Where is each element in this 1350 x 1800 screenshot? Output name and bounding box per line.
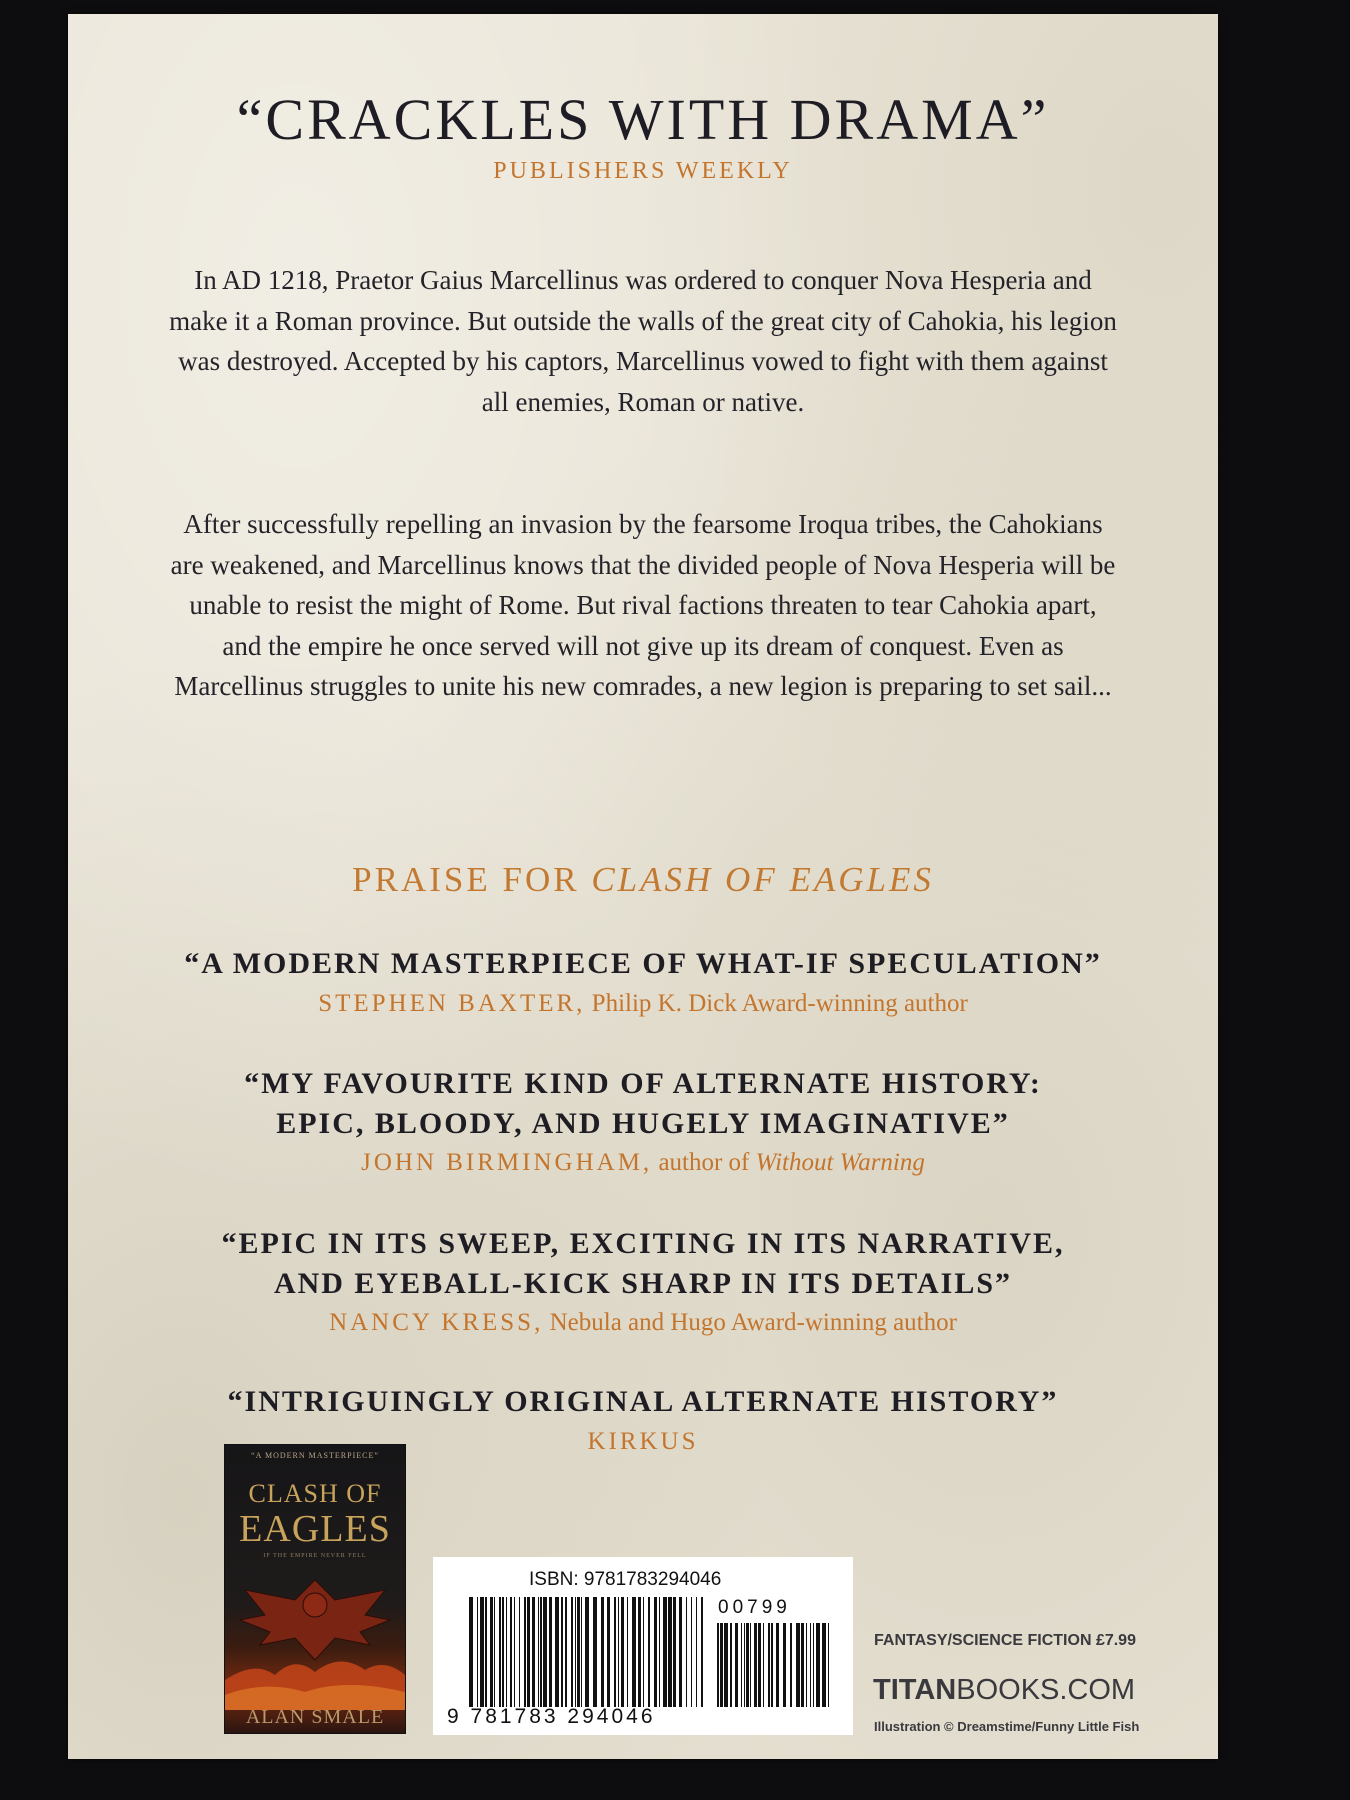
barcode-bar: [499, 1597, 501, 1707]
genre-price: FANTASY/SCIENCE FICTION £7.99: [874, 1632, 1136, 1649]
barcode-bar: [724, 1623, 728, 1707]
barcode-bar: [659, 1597, 660, 1707]
quote-line: EPIC, BLOODY, AND HUGELY IMAGINATIVE”: [276, 1107, 1010, 1140]
barcode-bar: [480, 1597, 484, 1707]
isbn-barcode: [433, 1557, 853, 1735]
barcode-bar: [638, 1597, 641, 1707]
barcode-bar: [730, 1623, 732, 1707]
barcode-bar: [679, 1597, 682, 1707]
attribution-role: author of: [652, 1149, 756, 1176]
barcode-bar: [691, 1597, 692, 1707]
barcode-bar: [555, 1597, 559, 1707]
attribution-name: STEPHEN BAXTER,: [318, 990, 586, 1017]
barcode-bar: [696, 1597, 697, 1707]
barcode-bar: [744, 1623, 745, 1707]
thumbnail-title-line1: CLASH OF: [248, 1479, 382, 1508]
barcode-bar: [510, 1597, 512, 1707]
barcode-bar: [575, 1597, 576, 1707]
barcode-bar: [768, 1623, 770, 1707]
barcode-bar: [763, 1623, 764, 1707]
barcode-bar: [701, 1597, 703, 1707]
barcode-bar: [654, 1597, 657, 1707]
praise-quote-1: [128, 944, 1158, 984]
praise-attribution-2: [128, 1149, 1158, 1177]
attribution-name: NANCY KRESS,: [329, 1309, 544, 1336]
barcode-bar: [648, 1597, 650, 1707]
barcode-digits: 9 781783 294046: [447, 1705, 656, 1728]
barcode-bar: [506, 1597, 507, 1707]
thumbnail-subtitle: IF THE EMPIRE NEVER FELL: [263, 1553, 367, 1559]
barcode-bar: [816, 1623, 820, 1707]
barcode-bar: [490, 1597, 493, 1707]
barcode-bar: [571, 1597, 573, 1707]
barcode-bar: [607, 1597, 610, 1707]
publisher-name-bold: TITAN: [873, 1674, 957, 1706]
barcode-bar: [776, 1623, 779, 1707]
barcode-bar: [783, 1623, 786, 1707]
eagle-emblem-icon: [225, 1560, 405, 1710]
barcode-bar: [796, 1623, 800, 1707]
praise-quote-2: [128, 1064, 1158, 1144]
attribution-name: JOHN BIRMINGHAM,: [361, 1149, 653, 1176]
barcode-bar: [790, 1623, 792, 1707]
isbn-label: ISBN: 9781783294046: [529, 1569, 722, 1590]
praise-quote-4: [128, 1382, 1158, 1422]
quote-line: “MY FAVOURITE KIND OF ALTERNATE HISTORY:: [244, 1067, 1042, 1100]
barcode-bar: [810, 1623, 811, 1707]
book-back-cover: [68, 14, 1218, 1759]
barcode-bar: [746, 1623, 749, 1707]
barcode-bar: [720, 1623, 723, 1707]
barcode-bar: [543, 1597, 547, 1707]
barcode-bar: [627, 1597, 628, 1707]
barcode-bar: [581, 1597, 582, 1707]
praise-heading-title: CLASH OF EAGLES: [591, 860, 934, 899]
barcode-bar: [494, 1597, 495, 1707]
barcode-bar: [632, 1597, 636, 1707]
praise-attribution-3: [128, 1309, 1158, 1337]
quote-line: AND EYEBALL-KICK SHARP IN ITS DETAILS”: [273, 1267, 1013, 1300]
barcode-bar: [585, 1597, 589, 1707]
barcode-bar: [758, 1623, 761, 1707]
barcode-bar: [527, 1597, 530, 1707]
quote-line: “INTRIGUINGLY ORIGINAL ALTERNATE HISTORY”: [227, 1385, 1059, 1418]
barcode-bar: [469, 1597, 473, 1707]
thumbnail-author: ALAN SMALE: [245, 1706, 385, 1728]
barcode-bar: [663, 1597, 667, 1707]
headline-quote: “CRACKLES WITH DRAMA”: [236, 87, 1050, 152]
blurb-paragraph-2: After successfully repelling an invasion by the fearsome Iroqua tribes, the Cahokians are weakened, and Marcellinus knows that the divided people of Nova Hesperia will be unable to resist the might of Rome. But rival factions threaten to tear Cahokia apart, and the empire he once served will not give up its dream of conquest. Even as Marcellinus struggles to unite his new comrades, a new legion is preparing to set sail...: [170, 509, 1116, 701]
barcode-bar: [741, 1623, 742, 1707]
barcode-bar: [668, 1597, 672, 1707]
praise-heading-prefix: PRAISE FOR: [352, 860, 592, 899]
barcode-bar: [822, 1623, 826, 1707]
barcode-bar: [828, 1623, 829, 1707]
barcode-bar: [593, 1597, 597, 1707]
barcode-bar: [717, 1623, 719, 1707]
barcode-bar: [614, 1597, 616, 1707]
attribution-book-title: Without Warning: [755, 1149, 925, 1176]
barcode-bar: [477, 1597, 478, 1707]
headline-source: PUBLISHERS WEEKLY: [493, 158, 793, 184]
price-code: 00799: [718, 1597, 791, 1618]
barcode-bar: [813, 1623, 814, 1707]
barcode-bar: [601, 1597, 604, 1707]
barcode-bar: [502, 1597, 504, 1707]
barcode-bar: [514, 1597, 515, 1707]
attribution-name: KIRKUS: [587, 1428, 699, 1455]
praise-heading: [68, 860, 1218, 900]
quote-line: “A MODERN MASTERPIECE OF WHAT-IF SPECULATION”: [184, 947, 1102, 980]
barcode-bar: [561, 1597, 563, 1707]
barcode-bar: [673, 1597, 676, 1707]
illustration-credit: Illustration © Dreamstime/Funny Little Fish: [874, 1719, 1140, 1734]
price-addon-bars-icon: [717, 1623, 829, 1707]
barcode-bar: [735, 1623, 738, 1707]
barcode-bar: [750, 1623, 751, 1707]
barcode-bars-icon: [469, 1597, 704, 1707]
barcode-bar: [485, 1597, 487, 1707]
quote-line: “EPIC IN ITS SWEEP, EXCITING IN ITS NARRATIVE,: [221, 1227, 1065, 1260]
praise-attribution-1: [128, 990, 1158, 1018]
barcode-bar: [801, 1623, 804, 1707]
book-cover-thumbnail: [224, 1444, 406, 1734]
barcode-bar: [806, 1623, 807, 1707]
publisher-website: [873, 1674, 1135, 1707]
barcode-bar: [524, 1597, 526, 1707]
praise-quote-3: [128, 1224, 1158, 1304]
barcode-bar: [618, 1597, 619, 1707]
barcode-bar: [519, 1597, 520, 1707]
blurb-paragraph-1: In AD 1218, Praetor Gaius Marcellinus was ordered to conquer Nova Hesperia and make it a Roman province. But outside the walls of the great city of Cahokia, his legion was destroyed. Accepted by his captors, Marcellinus vowed to fight with them against all enemies, Roman or native.: [169, 265, 1117, 417]
attribution-role: Nebula and Hugo Award-winning author: [543, 1309, 957, 1336]
barcode-bar: [771, 1623, 773, 1707]
barcode-bar: [686, 1597, 687, 1707]
barcode-bar: [540, 1597, 542, 1707]
publisher-name-rest: BOOKS.COM: [956, 1674, 1136, 1706]
attribution-role: Philip K. Dick Award-winning author: [585, 990, 968, 1017]
barcode-bar: [754, 1623, 757, 1707]
thumbnail-tagline: “A MODERN MASTERPIECE”: [251, 1451, 379, 1460]
thumbnail-title-line2: EAGLES: [239, 1508, 391, 1550]
barcode-bar: [577, 1597, 580, 1707]
barcode-bar: [532, 1597, 535, 1707]
barcode-bar: [643, 1597, 644, 1707]
barcode-bar: [549, 1597, 552, 1707]
barcode-bar: [538, 1597, 539, 1707]
barcode-bar: [621, 1597, 624, 1707]
barcode-bar: [565, 1597, 567, 1707]
